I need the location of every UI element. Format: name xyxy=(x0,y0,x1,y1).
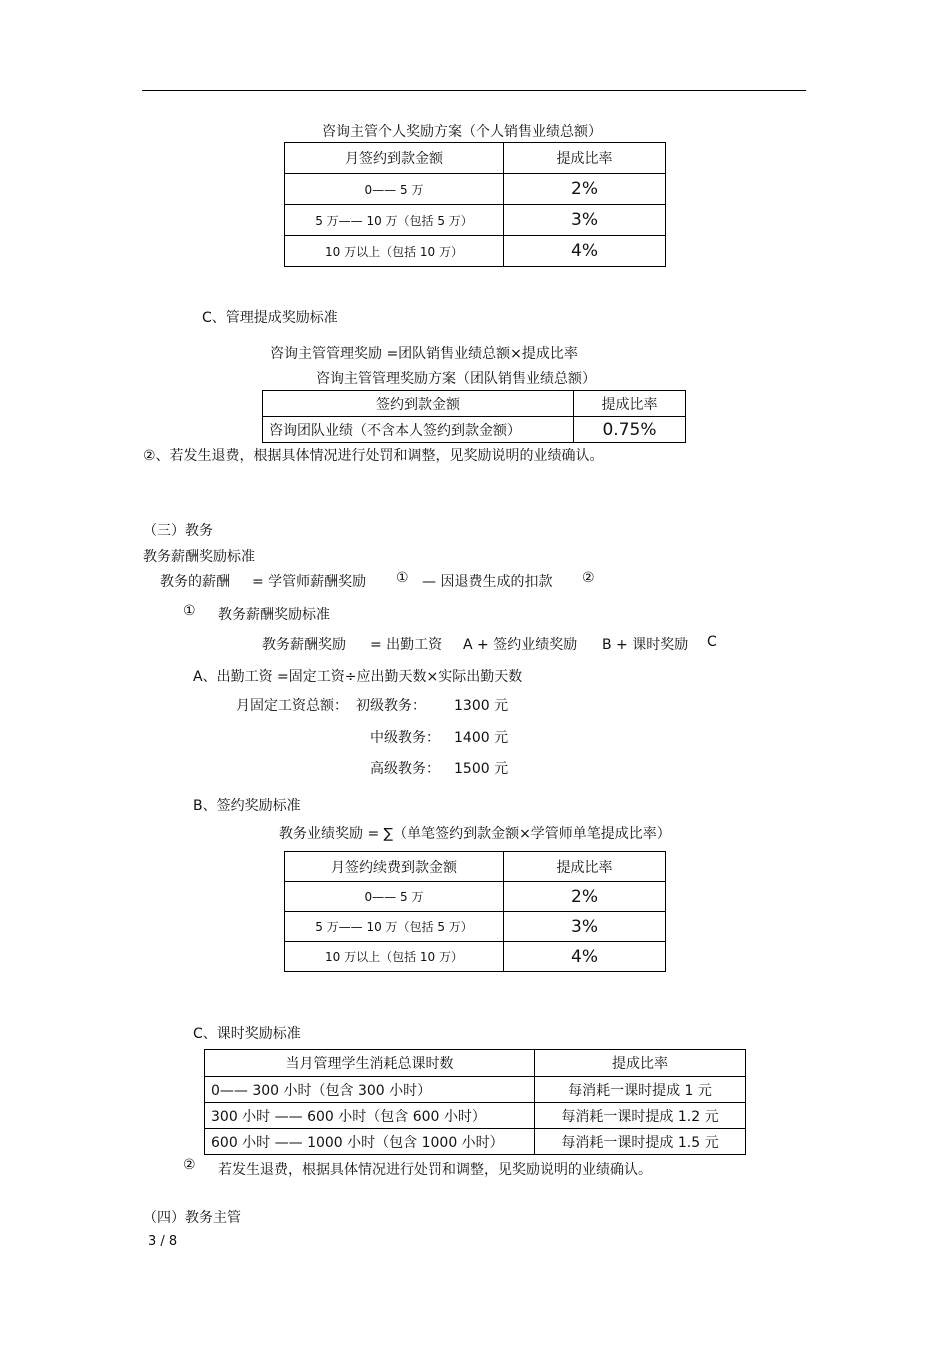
level-amount: 1400 元 xyxy=(454,730,509,746)
salary-formula-eq: = 出勤工资 xyxy=(370,637,443,653)
table4-cell-hours: 600 小时 —— 1000 小时（包含 1000 小时） xyxy=(205,1129,535,1155)
table4-header-hours: 当月管理学生消耗总课时数 xyxy=(205,1050,535,1077)
section-c-hours-heading: C、课时奖励标准 xyxy=(193,1026,301,1042)
table1-cell-rate: 3% xyxy=(504,205,666,236)
management-formula: 咨询主管管理奖励 =团队销售业绩总额×提成比率 xyxy=(270,346,578,362)
table1-header-rate: 提成比率 xyxy=(504,143,666,174)
performance-bonus-formula: 教务业绩奖励 = ∑（单笔签约到款金额×学管师单笔提成比率） xyxy=(279,826,671,842)
table4-cell-hours: 300 小时 —— 600 小时（包含 600 小时） xyxy=(205,1103,535,1129)
level-amount: 1300 元 xyxy=(454,698,509,714)
table3-header-amount: 月签约续费到款金额 xyxy=(285,852,504,882)
teaching-salary-label: 教务的薪酬 xyxy=(160,574,230,590)
header-rule xyxy=(142,90,806,91)
table1-cell-range: 5 万—— 10 万（包括 5 万） xyxy=(285,205,504,236)
table2-cell-desc: 咨询团队业绩（不含本人签约到款金额） xyxy=(263,417,574,443)
table2-title: 咨询主管管理奖励方案（团队销售业绩总额） xyxy=(316,371,596,387)
table4-cell-rate: 每消耗一课时提成 1.2 元 xyxy=(535,1103,746,1129)
table3 xyxy=(284,851,666,972)
table3-cell-range: 10 万以上（包括 10 万） xyxy=(285,942,504,972)
table2 xyxy=(262,390,686,443)
table4-header-rate: 提成比率 xyxy=(535,1050,746,1077)
table3-cell-rate: 2% xyxy=(504,882,666,912)
section-c-management-heading: C、管理提成奖励标准 xyxy=(202,310,338,326)
table2-header-amount: 签约到款金额 xyxy=(263,391,574,417)
section-b-heading: B、签约奖励标准 xyxy=(193,798,301,814)
table1-cell-rate: 2% xyxy=(504,174,666,205)
item1-label: 教务薪酬奖励标准 xyxy=(218,607,330,623)
level-name: 初级教务： xyxy=(356,698,426,714)
section4-heading: （四）教务主管 xyxy=(143,1210,241,1226)
refund-note-2-number: ② xyxy=(183,1157,196,1173)
table1-cell-rate: 4% xyxy=(504,236,666,267)
refund-note-2: 若发生退费，根据具体情况进行处罚和调整，见奖励说明的业绩确认。 xyxy=(218,1162,652,1178)
level-name: 中级教务： xyxy=(370,730,440,746)
level-name: 高级教务： xyxy=(370,761,440,777)
item1-number: ① xyxy=(183,603,196,619)
table3-cell-rate: 3% xyxy=(504,912,666,942)
salary-formula-label: 教务薪酬奖励 xyxy=(262,637,346,653)
salary-formula-a: A + 签约业绩奖励 xyxy=(463,637,578,653)
table1-cell-range: 10 万以上（包括 10 万） xyxy=(285,236,504,267)
table3-header-rate: 提成比率 xyxy=(504,852,666,882)
section3-heading: （三）教务 xyxy=(143,523,213,539)
salary-formula-c: C xyxy=(707,634,717,650)
level-amount: 1500 元 xyxy=(454,761,509,777)
circled-two: ② xyxy=(582,570,595,586)
fixed-wage-label: 月固定工资总额： xyxy=(236,698,348,714)
section3-subheading: 教务薪酬奖励标准 xyxy=(143,549,255,565)
table1 xyxy=(284,142,666,267)
salary-formula-b: B + 课时奖励 xyxy=(602,637,689,653)
attendance-wage-line: A、出勤工资 =固定工资÷应出勤天数×实际出勤天数 xyxy=(193,669,523,685)
refund-note-1: ②、若发生退费，根据具体情况进行处罚和调整，见奖励说明的业绩确认。 xyxy=(143,448,604,464)
table3-cell-range: 5 万—— 10 万（包括 5 万） xyxy=(285,912,504,942)
table3-cell-rate: 4% xyxy=(504,942,666,972)
table4-cell-rate: 每消耗一课时提成 1.5 元 xyxy=(535,1129,746,1155)
table2-cell-rate: 0.75% xyxy=(574,417,686,443)
table4-cell-rate: 每消耗一课时提成 1 元 xyxy=(535,1077,746,1103)
table4 xyxy=(204,1049,746,1155)
table1-header-amount: 月签约到款金额 xyxy=(285,143,504,174)
table3-cell-range: 0—— 5 万 xyxy=(285,882,504,912)
teaching-salary-eq: = 学管师薪酬奖励 xyxy=(252,574,367,590)
teaching-salary-minus: — 因退费生成的扣款 xyxy=(422,574,553,590)
page-number: 3 / 8 xyxy=(148,1234,178,1249)
circled-one: ① xyxy=(396,570,409,586)
table4-cell-hours: 0—— 300 小时（包含 300 小时） xyxy=(205,1077,535,1103)
table2-header-rate: 提成比率 xyxy=(574,391,686,417)
table1-title: 咨询主管个人奖励方案（个人销售业绩总额） xyxy=(322,124,602,140)
table1-cell-range: 0—— 5 万 xyxy=(285,174,504,205)
